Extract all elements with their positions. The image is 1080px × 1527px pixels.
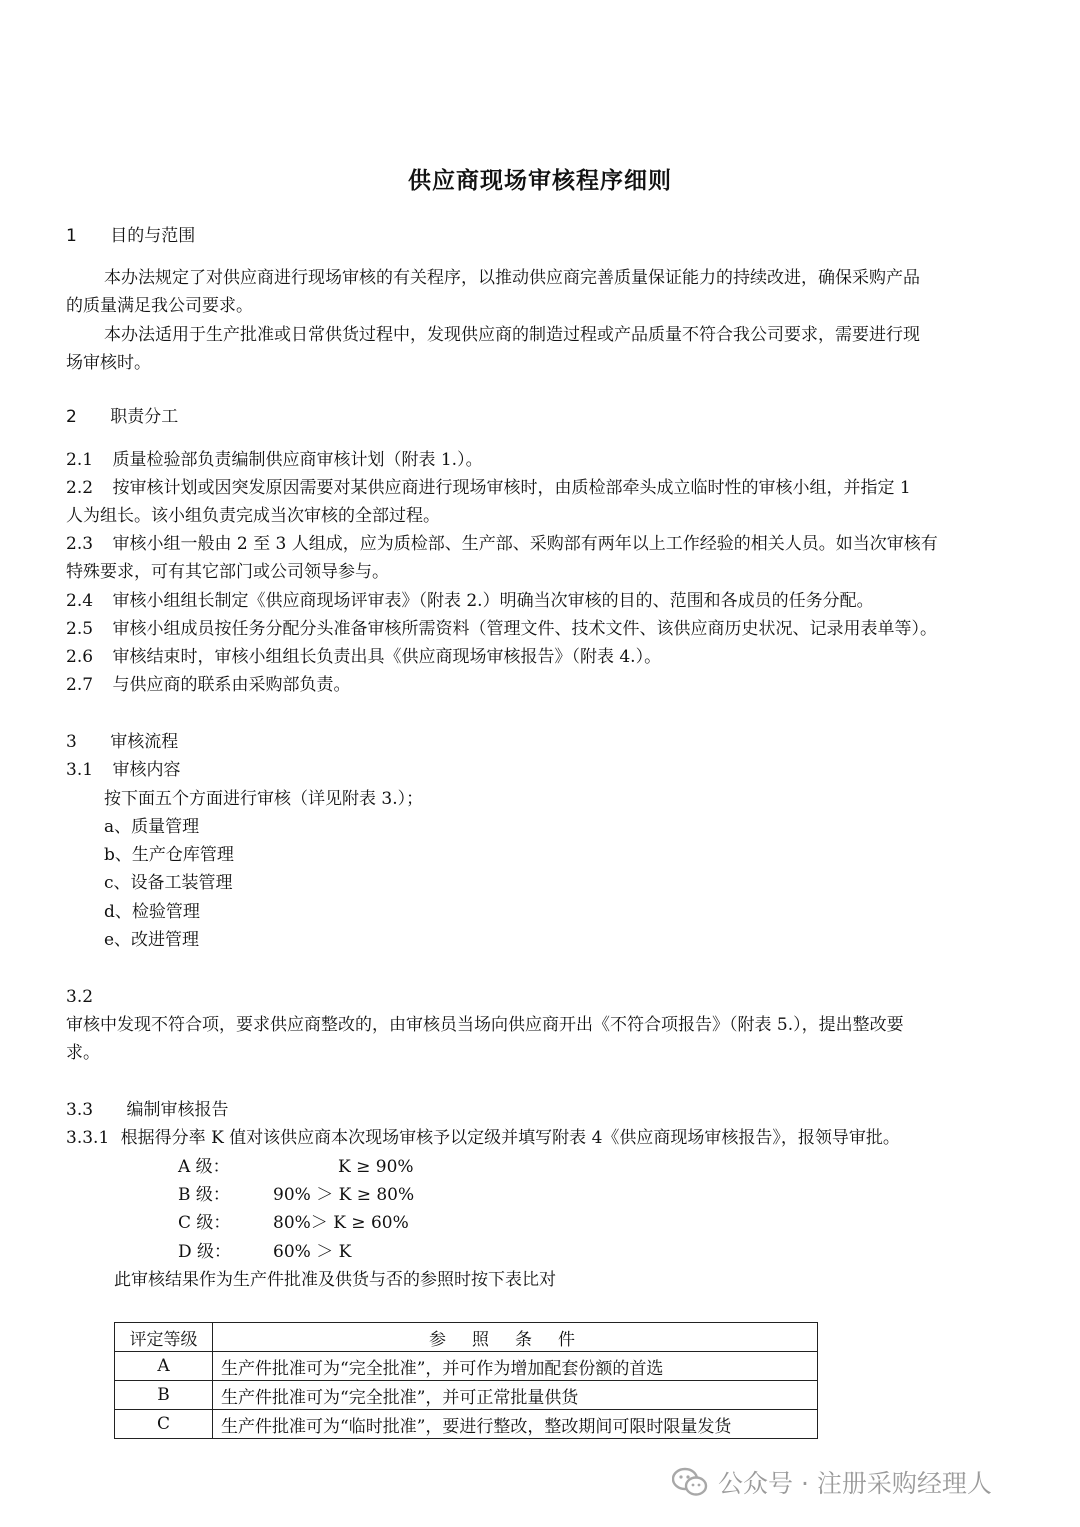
paragraph: 场审核时。 bbox=[66, 353, 151, 373]
table-row bbox=[115, 1410, 818, 1439]
section-2-title: 职责分工 bbox=[110, 407, 179, 427]
section-2-heading bbox=[66, 406, 178, 428]
list-item bbox=[66, 646, 661, 668]
grade-label: D 级： bbox=[178, 1242, 232, 1262]
item-number: 2.3 bbox=[66, 534, 94, 554]
item-text: 与供应商的联系由采购部负责。 bbox=[112, 675, 351, 695]
item-number: 2.2 bbox=[66, 478, 94, 498]
item-number: 2.6 bbox=[66, 647, 94, 667]
subsection-number: 3.3 bbox=[66, 1100, 94, 1120]
paragraph: 本办法规定了对供应商进行现场审核的有关程序，以推动供应商完善质量保证能力的持续改进，确保采购产品 bbox=[104, 268, 920, 288]
list-item: d、检验管理 bbox=[104, 902, 200, 922]
table-header-cell: 参照条件 bbox=[213, 1323, 818, 1352]
list-item: c、设备工装管理 bbox=[104, 873, 233, 893]
item-text: 按审核计划或因突发原因需要对某供应商进行现场审核时，由质检部牵头成立临时性的审核小组，并指定 1 bbox=[112, 478, 911, 498]
list-item bbox=[66, 674, 350, 696]
item-text: 审核小组组长制定《供应商现场评审表》（附表 2.）明确当次审核的目的、范围和各成员的任务分配。 bbox=[112, 591, 874, 611]
table-cell-condition: 生产件批准可为“临时批准”，要进行整改，整改期间可限时限量发货 bbox=[213, 1410, 818, 1439]
section-2-number: 2 bbox=[66, 407, 77, 427]
subsection-title: 编制审核报告 bbox=[126, 1100, 229, 1120]
section-3-number: 3 bbox=[66, 732, 77, 752]
grade-condition: 90% ＞ K ≥ 80% bbox=[273, 1185, 415, 1205]
item-number: 2.1 bbox=[66, 450, 94, 470]
list-item: e、改进管理 bbox=[104, 930, 200, 950]
watermark-text: 公众号 · 注册采购经理人 bbox=[718, 1469, 992, 1498]
list-item bbox=[66, 618, 937, 640]
list-item bbox=[66, 533, 938, 555]
subsection-3-2-number: 3.2 bbox=[66, 987, 94, 1007]
item-number: 3.3.1 bbox=[66, 1128, 110, 1148]
rating-reference-table bbox=[114, 1322, 818, 1439]
item-number: 2.4 bbox=[66, 591, 94, 611]
list-item bbox=[66, 477, 911, 499]
grade-condition: 60% ＞ K bbox=[273, 1242, 352, 1262]
item-text: 质量检验部负责编制供应商审核计划（附表 1.）。 bbox=[112, 450, 483, 470]
item-number: 2.5 bbox=[66, 619, 94, 639]
paragraph: 本办法适用于生产批准或日常供货过程中，发现供应商的制造过程或产品质量不符合我公司要求，需要进行现 bbox=[104, 325, 920, 345]
item-text: 审核小组成员按任务分配分头准备审核所需资料（管理文件、技术文件、该供应商历史状况、记录用表单等）。 bbox=[112, 619, 937, 639]
paragraph: 的质量满足我公司要求。 bbox=[66, 296, 253, 316]
table-cell-grade: A bbox=[115, 1352, 213, 1381]
section-1-number: 1 bbox=[66, 226, 77, 246]
grade-condition: 80%＞ K ≥ 60% bbox=[273, 1213, 409, 1233]
section-1-heading bbox=[66, 225, 195, 247]
list-item bbox=[66, 449, 483, 471]
item-number: 2.7 bbox=[66, 675, 94, 695]
table-cell-grade: C bbox=[115, 1410, 213, 1439]
item-text: 审核小组一般由 2 至 3 人组成，应为质检部、生产部、采购部有两年以上工作经验的相关人员。如当次审核有 bbox=[112, 534, 938, 554]
grade-label: C 级： bbox=[178, 1213, 231, 1233]
grade-label: B 级： bbox=[178, 1185, 230, 1205]
list-item: a、质量管理 bbox=[104, 817, 200, 837]
wechat-icon bbox=[672, 1467, 708, 1497]
table-cell-condition: 生产件批准可为“完全批准”，并可作为增加配套份额的首选 bbox=[213, 1352, 818, 1381]
subsection-number: 3.1 bbox=[66, 760, 94, 780]
grade-condition: K ≥ 90% bbox=[338, 1157, 414, 1177]
section-1-title: 目的与范围 bbox=[110, 226, 196, 246]
paragraph: 按下面五个方面进行审核（详见附表 3.）； bbox=[104, 789, 424, 809]
table-cell-condition: 生产件批准可为“完全批准”，并可正常批量供货 bbox=[213, 1381, 818, 1410]
item-continuation: 特殊要求，可有其它部门或公司领导参与。 bbox=[66, 562, 389, 582]
item-continuation: 人为组长。该小组负责完成当次审核的全部过程。 bbox=[66, 506, 440, 526]
list-item bbox=[66, 590, 874, 612]
item-text: 审核结束时，审核小组组长负责出具《供应商现场审核报告》（附表 4.）。 bbox=[112, 647, 662, 667]
section-3-title: 审核流程 bbox=[110, 732, 179, 752]
paragraph: 求。 bbox=[66, 1043, 100, 1063]
table-row bbox=[115, 1352, 818, 1381]
compare-note: 此审核结果作为生产件批准及供货与否的参照时按下表比对 bbox=[114, 1270, 556, 1290]
table-header-row bbox=[115, 1323, 818, 1352]
list-item bbox=[66, 1127, 900, 1149]
table-row bbox=[115, 1381, 818, 1410]
table-cell-grade: B bbox=[115, 1381, 213, 1410]
subsection-3-3-heading bbox=[66, 1099, 228, 1121]
paragraph: 审核中发现不符合项，要求供应商整改的，由审核员当场向供应商开出《不符合项报告》（附表 5.），提出整改要 bbox=[66, 1015, 904, 1035]
item-text: 根据得分率 K 值对该供应商本次现场审核予以定级并填写附表 4《供应商现场审核报告》，报领导审批。 bbox=[120, 1128, 900, 1148]
subsection-3-1-heading bbox=[66, 759, 180, 781]
grade-label: A 级： bbox=[178, 1157, 230, 1177]
subsection-title: 审核内容 bbox=[112, 760, 181, 780]
page-title: 供应商现场审核程序细则 bbox=[408, 168, 672, 194]
watermark bbox=[672, 1462, 992, 1502]
section-3-heading bbox=[66, 731, 178, 753]
list-item: b、生产仓库管理 bbox=[104, 845, 234, 865]
table-header-cell: 评定等级 bbox=[115, 1323, 213, 1352]
